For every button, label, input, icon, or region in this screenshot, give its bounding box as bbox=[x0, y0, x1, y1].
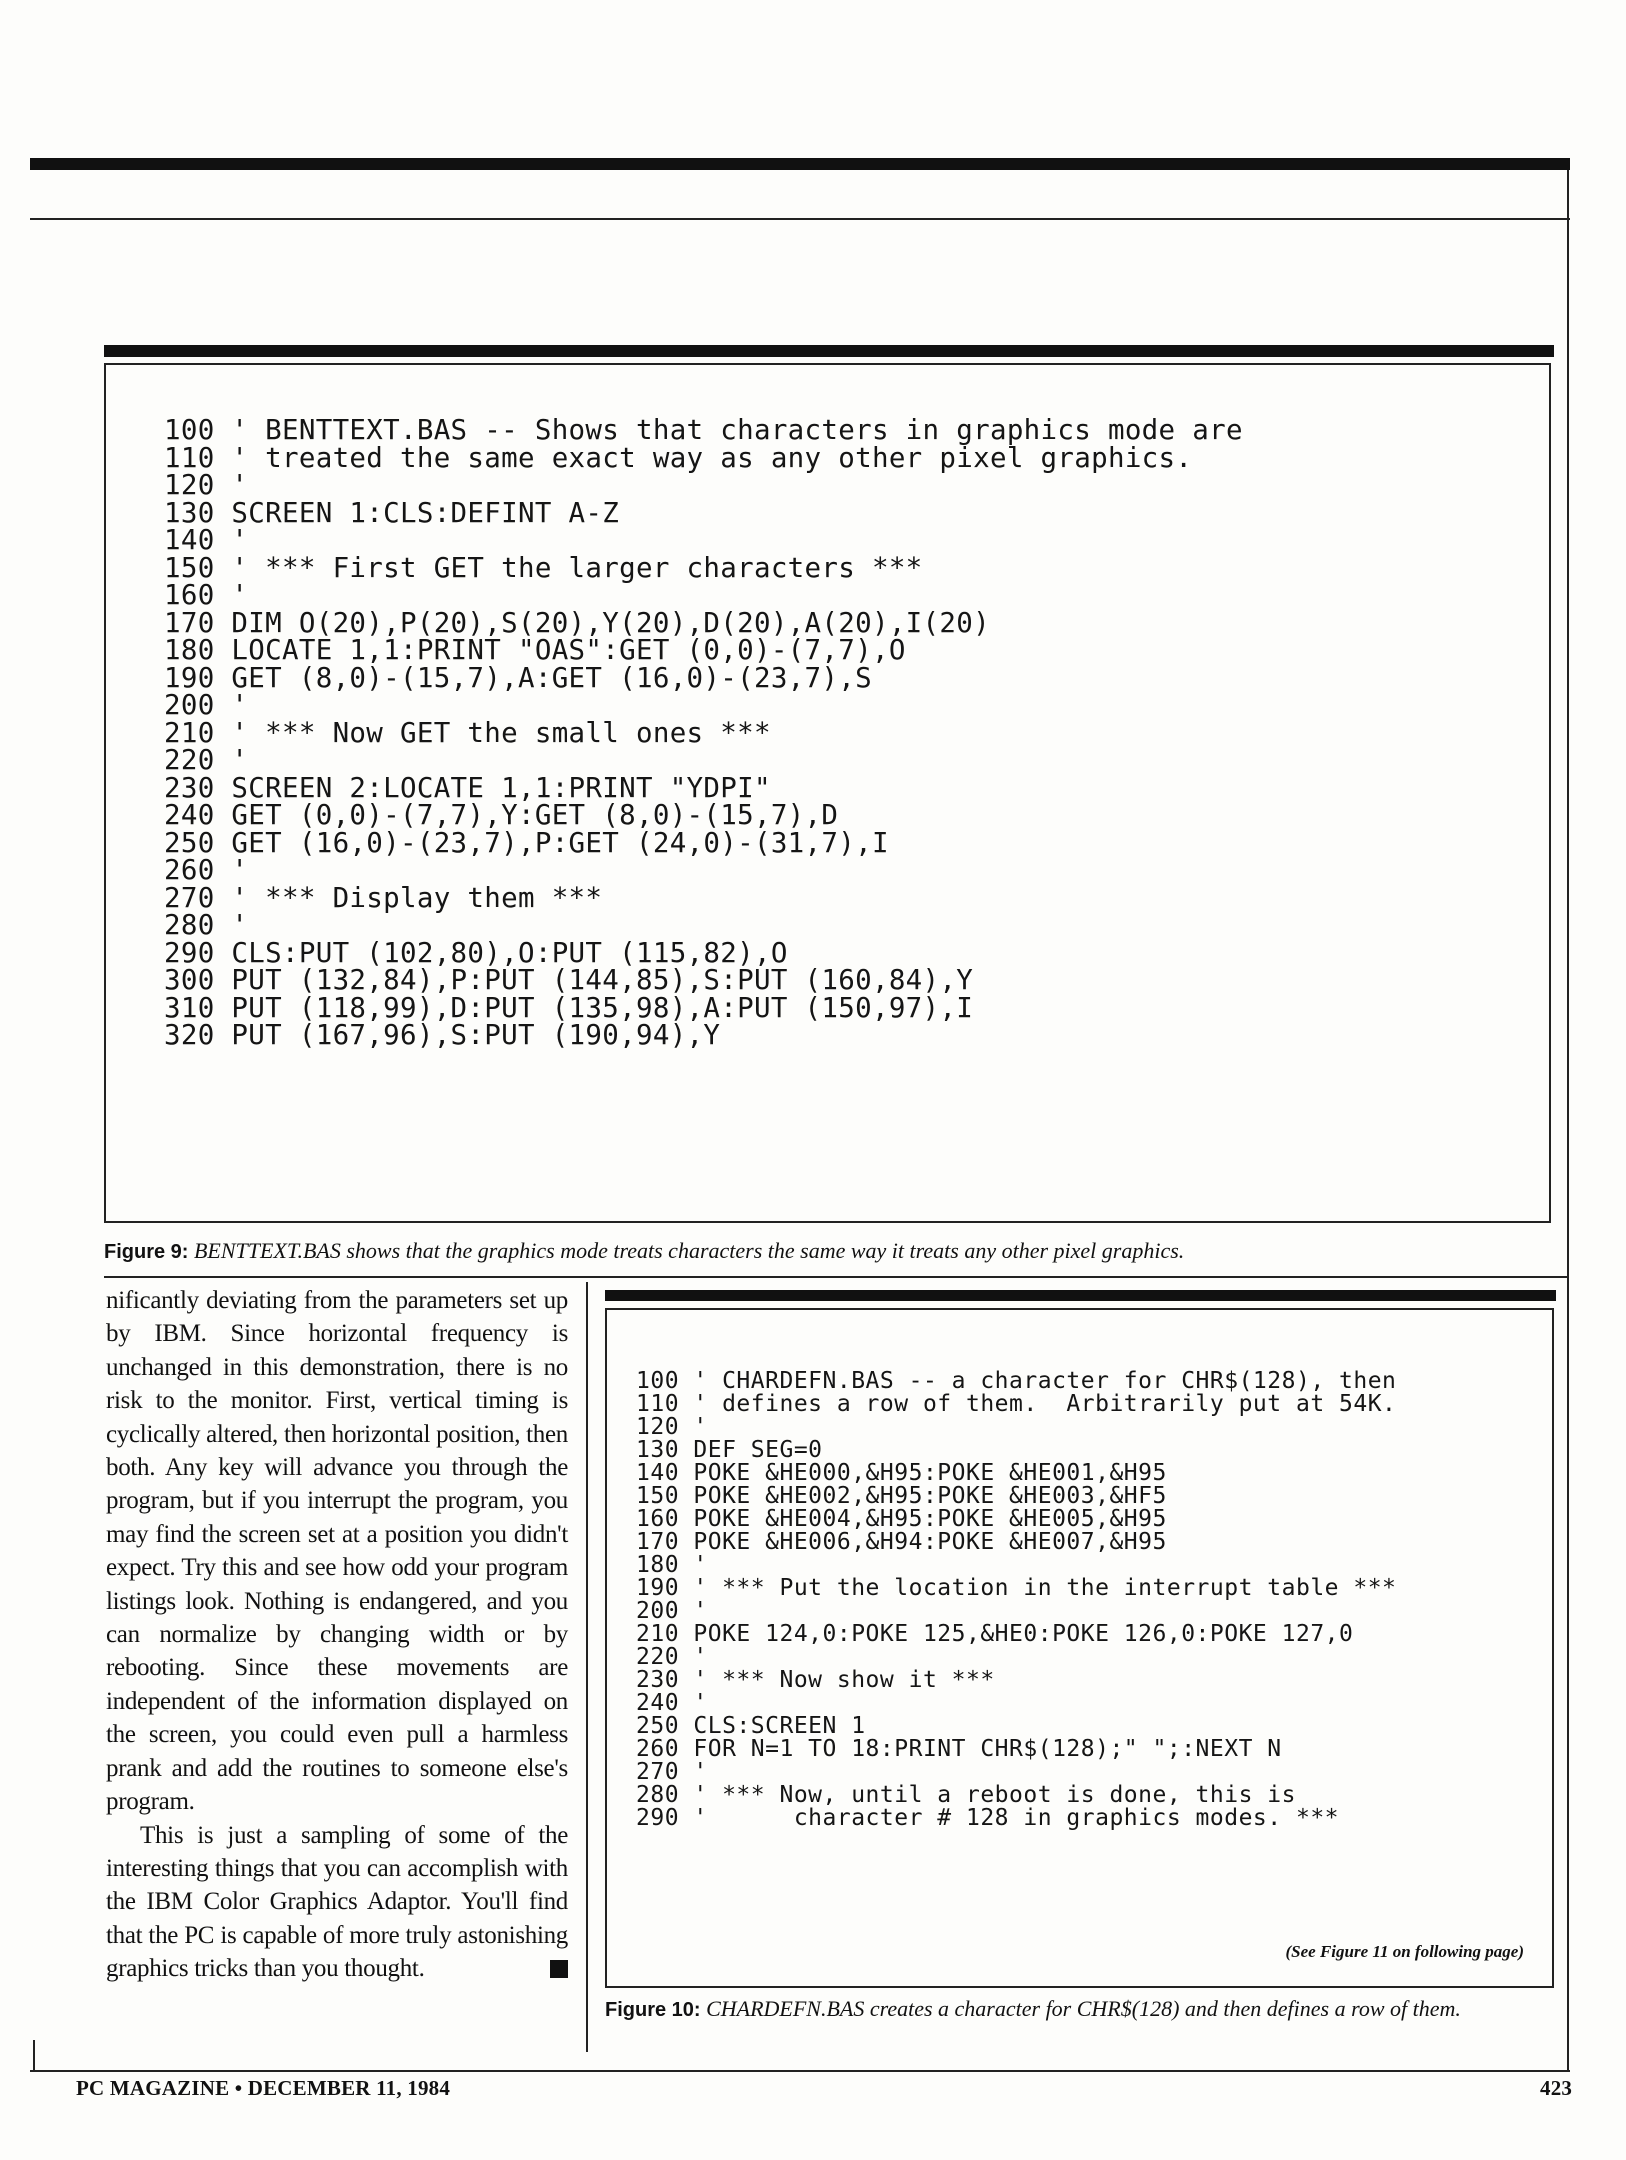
figure10-caption-label: Figure 10: bbox=[605, 1999, 701, 2021]
figure9-code-line: 140 ' bbox=[164, 524, 249, 556]
figure9-code-line: 100 ' BENTTEXT.BAS -- Shows that characters in graphics mode are bbox=[164, 414, 1243, 446]
top-thin-rule bbox=[30, 218, 1570, 220]
figure9-code-line: 220 ' bbox=[164, 744, 249, 776]
figure9-code-line: 260 ' bbox=[164, 854, 249, 886]
figure9-code-line: 110 ' treated the same exact way as any other pixel graphics. bbox=[164, 441, 1193, 474]
figure10-code-line: 180 ' bbox=[636, 1552, 708, 1578]
figure9-caption-rule bbox=[104, 1276, 1567, 1278]
figure10-code-line: 190 ' *** Put the location in the interrupt table *** bbox=[636, 1575, 1397, 1601]
footer-page-number: 423 bbox=[1540, 2076, 1573, 2100]
figure10-code-line: 280 ' *** Now, until a reboot is done, this is bbox=[636, 1782, 1296, 1808]
figure10-code-line: 150 POKE &HE002,&H95:POKE &HE003,&HF5 bbox=[636, 1483, 1167, 1509]
figure9-caption-label: Figure 9: bbox=[104, 1241, 189, 1263]
footer-rule bbox=[30, 2070, 1570, 2072]
left-border bbox=[33, 2040, 35, 2072]
figure9-code-line: 230 SCREEN 2:LOCATE 1,1:PRINT "YDPI" bbox=[164, 771, 771, 804]
figure10-code-line: 130 DEF SEG=0 bbox=[636, 1437, 823, 1463]
figure9-code-line: 270 ' *** Display them *** bbox=[164, 881, 603, 914]
figure10-continued-note: (See Figure 11 on following page) bbox=[1285, 1942, 1524, 1961]
figure10-box bbox=[605, 1308, 1554, 1988]
column-divider bbox=[586, 1282, 588, 2052]
figure9-code-line: 130 SCREEN 1:CLS:DEFINT A-Z bbox=[164, 496, 620, 529]
body-text-column bbox=[106, 1284, 568, 1986]
figure9-code-line: 240 GET (0,0)-(7,7),Y:GET (8,0)-(15,7),D bbox=[164, 799, 839, 831]
figure9-top-bar bbox=[104, 345, 1554, 357]
figure10-code-line: 270 ' bbox=[636, 1759, 708, 1785]
figure9-caption-text: BENTTEXT.BAS shows that the graphics mode treats characters the same way it treats any other pixel graphics. bbox=[193, 1238, 1185, 1263]
figure9-code-line: 200 ' bbox=[164, 689, 249, 721]
figure10-caption-text: CHARDEFN.BAS creates a character for CHR$(128) and then defines a row of them. bbox=[706, 1996, 1461, 2021]
figure9-code-line: 180 LOCATE 1,1:PRINT "OAS":GET (0,0)-(7,7),O bbox=[164, 634, 906, 666]
figure9-code-line: 250 GET (16,0)-(23,7),P:GET (24,0)-(31,7),I bbox=[164, 826, 889, 859]
figure10-code-line: 240 ' bbox=[636, 1690, 708, 1716]
figure10-caption bbox=[605, 1994, 1535, 2025]
figure10-code-line: 160 POKE &HE004,&H95:POKE &HE005,&H95 bbox=[636, 1506, 1167, 1532]
footer-publication: PC MAGAZINE • DECEMBER 11, 1984 bbox=[76, 2076, 451, 2100]
figure9-code-line: 290 CLS:PUT (102,80),O:PUT (115,82),O bbox=[164, 936, 788, 969]
figure9-code-line: 160 ' bbox=[164, 579, 249, 611]
end-mark-square-icon bbox=[550, 1960, 568, 1978]
figure10-code-line: 290 ' character # 128 in graphics modes. *** bbox=[636, 1805, 1340, 1831]
figure10-code-line: 170 POKE &HE006,&H94:POKE &HE007,&H95 bbox=[636, 1529, 1167, 1555]
figure10-code-line: 220 ' bbox=[636, 1644, 708, 1670]
figure10-code-line: 120 ' bbox=[636, 1414, 708, 1440]
figure9-code-line: 320 PUT (167,96),S:PUT (190,94),Y bbox=[164, 1019, 721, 1051]
body-paragraph-2-text: This is just a sampling of some of the interesting things that you can accomplish with the IBM Color Graphics Adaptor. You'll find that the PC is capable of more truly astonishing graphics tricks than you thought. bbox=[106, 1821, 568, 1983]
figure9-code-line: 210 ' *** Now GET the small ones *** bbox=[164, 716, 771, 749]
figure10-code-line: 210 POKE 124,0:POKE 125,&HE0:POKE 126,0:POKE 127,0 bbox=[636, 1621, 1354, 1647]
figure9-code-line: 300 PUT (132,84),P:PUT (144,85),S:PUT (160,84),Y bbox=[164, 964, 974, 996]
figure10-code-line: 110 ' defines a row of them. Arbitrarily put at 54K. bbox=[636, 1391, 1397, 1417]
figure9-code-line: 310 PUT (118,99),D:PUT (135,98),A:PUT (150,97),I bbox=[164, 991, 974, 1024]
figure10-code-line: 260 FOR N=1 TO 18:PRINT CHR$(128);" ";:NEXT N bbox=[636, 1736, 1282, 1762]
figure10-code-line: 100 ' CHARDEFN.BAS -- a character for CHR$(128), then bbox=[636, 1368, 1397, 1394]
figure9-code-line: 120 ' bbox=[164, 469, 249, 501]
figure9-code-line: 170 DIM O(20),P(20),S(20),Y(20),D(20),A(20),I(20) bbox=[164, 606, 990, 639]
figure9-code-line: 150 ' *** First GET the larger characters *** bbox=[164, 551, 923, 584]
figure10-code-line: 250 CLS:SCREEN 1 bbox=[636, 1713, 866, 1739]
figure9-caption bbox=[104, 1236, 1564, 1267]
figure10-code-line: 200 ' bbox=[636, 1598, 708, 1624]
figure10-code-line: 230 ' *** Now show it *** bbox=[636, 1667, 995, 1693]
figure9-code-line: 280 ' bbox=[164, 909, 249, 941]
page-right-border bbox=[1567, 170, 1569, 2070]
figure9-box bbox=[104, 363, 1551, 1223]
figure9-code-line: 190 GET (8,0)-(15,7),A:GET (16,0)-(23,7),S bbox=[164, 661, 872, 694]
body-paragraph-2 bbox=[106, 1819, 568, 1986]
figure10-code-listing bbox=[636, 1368, 1397, 1831]
top-thick-rule bbox=[30, 158, 1570, 170]
body-paragraph-1: nificantly deviating from the parameters set up by IBM. Since horizontal frequency is unchanged in this demonstration, there is no risk to the monitor. First, vertical timing is cyclically altered, then horizontal position, then both. Any key will advance you through the program, but if you interrupt the program, you may find the screen set at a position you didn't expect. Try this and see how odd your program listings look. Nothing is endangered, and you can normalize by changing width or by rebooting. Since these movements are independent of the information displayed on the screen, you could even pull a harmless prank and add the routines to someone else's program. bbox=[106, 1287, 568, 1816]
figure10-code-line: 140 POKE &HE000,&H95:POKE &HE001,&H95 bbox=[636, 1460, 1167, 1486]
figure10-top-bar bbox=[605, 1290, 1556, 1301]
figure9-code-listing bbox=[164, 414, 1243, 1051]
